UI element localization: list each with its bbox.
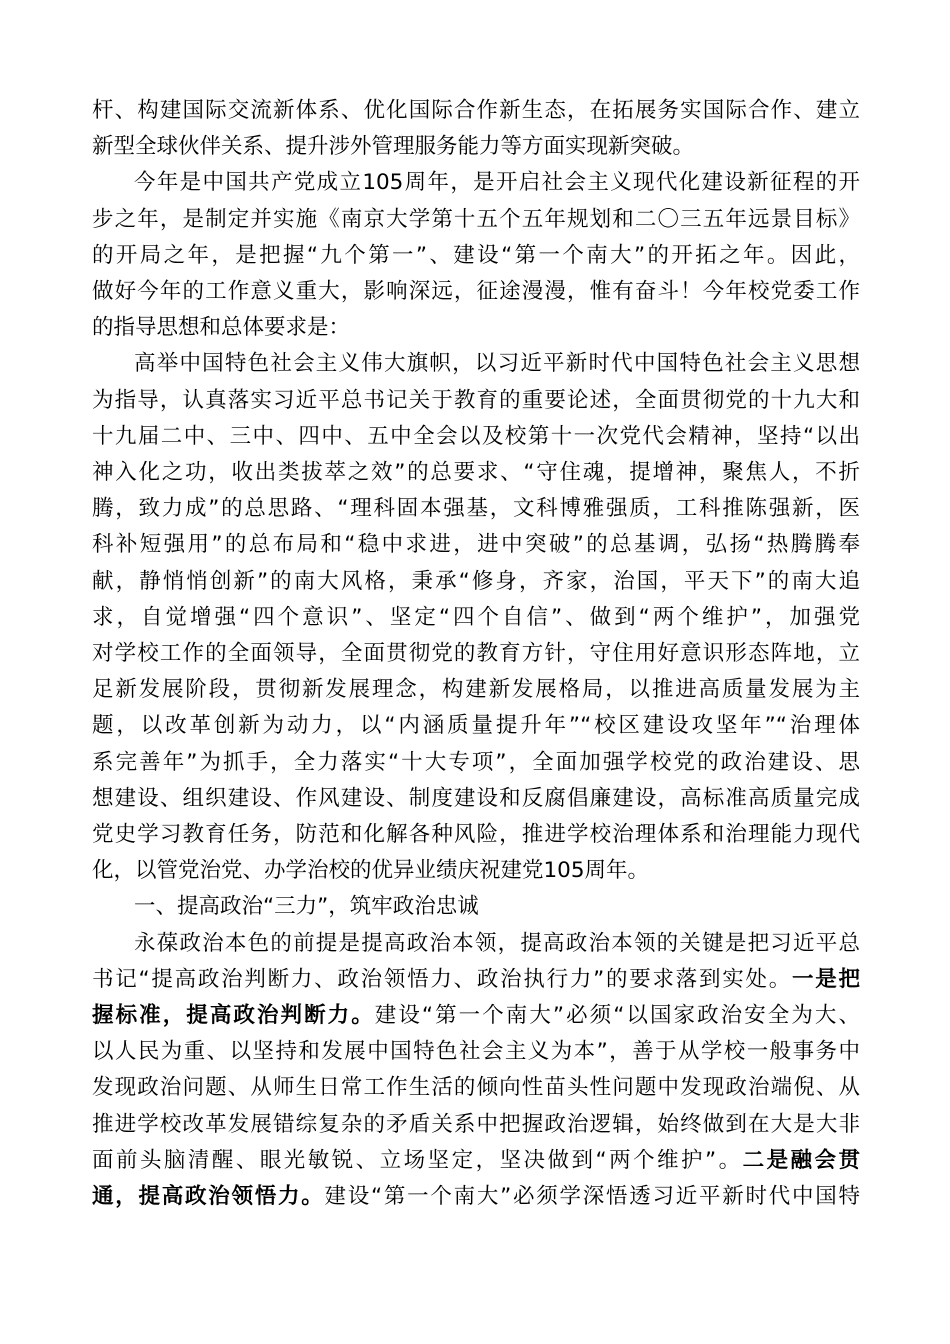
text-segment: 书记“提高政治判断力、政治领悟力、政治执行力”的要求落到实处。 <box>92 966 792 992</box>
text-segment: 建设“第一个南大”必须学深悟透习近平新时代中国特 <box>324 1184 860 1209</box>
text-segment: 足新发展阶段，贯彻新发展理念，构建新发展格局，以推进高质量发展为主 <box>92 677 860 703</box>
text-line <box>92 780 860 817</box>
text-line <box>134 925 860 962</box>
text-line <box>92 1178 860 1215</box>
text-segment: 求，自觉增强“四个意识”、坚定“四个自信”、做到“两个维护”，加强党 <box>92 604 860 630</box>
text-segment: 高举中国特色社会主义伟大旗帜，以习近平新时代中国特色社会主义思想 <box>134 351 860 377</box>
text-line <box>92 490 860 527</box>
bold-text: 二是融会贯 <box>742 1147 860 1173</box>
bold-text: 握标准，提高政治判断力。 <box>92 1003 375 1028</box>
text-segment: 的开局之年，是把握“九个第一”、建设“第一个南大”的开拓之年。因此， <box>92 242 860 268</box>
text-segment: 永葆政治本色的前提是提高政治本领，提高政治本领的关键是把习近平总 <box>134 930 860 956</box>
text-segment: 的指导思想和总体要求是： <box>92 315 351 341</box>
text-line <box>92 309 860 346</box>
text-line <box>92 454 860 491</box>
bold-text: 一是把 <box>792 966 860 992</box>
text-segment: 以人民为重、以坚持和发展中国特色社会主义为本”，善于从学校一般事务中 <box>92 1039 860 1065</box>
bold-text: 通，提高政治领悟力。 <box>92 1184 325 1209</box>
text-line <box>92 707 860 744</box>
text-segment: 腾，致力成”的总思路、“理科固本强基，文科博雅强质，工科推陈强新，医 <box>92 496 860 522</box>
text-line <box>134 345 860 382</box>
text-segment: 杆、构建国际交流新体系、优化国际合作新生态，在拓展务实国际合作、建立 <box>92 98 860 123</box>
text-segment: 神入化之功，收出类拔萃之效”的总要求、“守住魂，提增神，聚焦人，不折 <box>92 460 860 485</box>
text-line <box>134 164 860 201</box>
text-segment: 对学校工作的全面领导，全面贯彻党的教育方针，守住用好意识形态阵地，立 <box>92 641 860 666</box>
section-heading <box>134 888 860 925</box>
text-line <box>92 997 860 1034</box>
text-line <box>92 563 860 600</box>
text-line <box>92 635 860 672</box>
text-line <box>92 92 860 129</box>
text-segment: 建设“第一个南大”必须“以国家政治安全为大、 <box>374 1003 860 1028</box>
text-segment: 十九届二中、三中、四中、五中全会以及校第十一次党代会精神，坚持“以出 <box>92 423 860 449</box>
text-segment: 系完善年”为抓手，全力落实“十大专项”，全面加强学校党的政治建设、思 <box>92 749 860 775</box>
text-segment: 献，静悄悄创新”的南大风格，秉承“修身，齐家，治国，平天下”的南大追 <box>92 568 860 594</box>
text-segment: 新型全球伙伴关系、提升涉外管理服务能力等方面实现新突破。 <box>92 134 695 160</box>
text-segment: 化，以管党治党、办学治校的优异业绩庆祝建党105周年。 <box>92 858 650 884</box>
text-segment: 科补短强用”的总布局和“稳中求进，进中突破”的总基调，弘扬“热腾腾奉 <box>92 532 860 558</box>
text-segment: 党史学习教育任务，防范和化解各种风险，推进学校治理体系和治理能力现代 <box>92 822 860 847</box>
text-segment: 做好今年的工作意义重大，影响深远，征途漫漫，惟有奋斗！今年校党委工作 <box>92 279 860 304</box>
text-line <box>92 382 860 419</box>
text-segment: 一、提高政治“三力”，筑牢政治忠诚 <box>134 894 479 920</box>
text-line <box>92 671 860 708</box>
text-line <box>92 961 860 998</box>
text-line <box>92 599 860 636</box>
text-line <box>92 1106 860 1143</box>
text-line <box>92 852 860 889</box>
text-segment: 想建设、组织建设、作风建设、制度建设和反腐倡廉建设，高标准高质量完成 <box>92 785 860 811</box>
text-line <box>92 237 860 274</box>
text-segment: 题，以改革创新为动力，以“内涵质量提升年”“校区建设攻坚年”“治理体 <box>92 713 860 739</box>
text-line <box>92 816 860 853</box>
text-line <box>92 526 860 563</box>
text-line <box>92 128 860 165</box>
text-segment: 为指导，认真落实习近平总书记关于教育的重要论述，全面贯彻党的十九大和 <box>92 387 860 413</box>
text-line <box>92 744 860 781</box>
text-segment: 面前头脑清醒、眼光敏锐、立场坚定，坚决做到“两个维护”。 <box>92 1147 743 1173</box>
text-line <box>92 201 860 238</box>
text-line <box>92 273 860 310</box>
text-segment: 推进学校改革发展错综复杂的矛盾关系中把握政治逻辑，始终做到在大是大非 <box>92 1111 860 1137</box>
text-line <box>92 418 860 455</box>
text-segment: 今年是中国共产党成立105周年，是开启社会主义现代化建设新征程的开 <box>134 170 860 196</box>
text-line <box>92 1033 860 1070</box>
text-line <box>92 1069 860 1106</box>
text-segment: 发现政治问题、从师生日常工作生活的倾向性苗头性问题中发现政治端倪、从 <box>92 1075 860 1101</box>
text-line <box>92 1142 860 1179</box>
text-segment: 步之年，是制定并实施《南京大学第十五个五年规划和二〇三五年远景目标》 <box>92 206 860 232</box>
